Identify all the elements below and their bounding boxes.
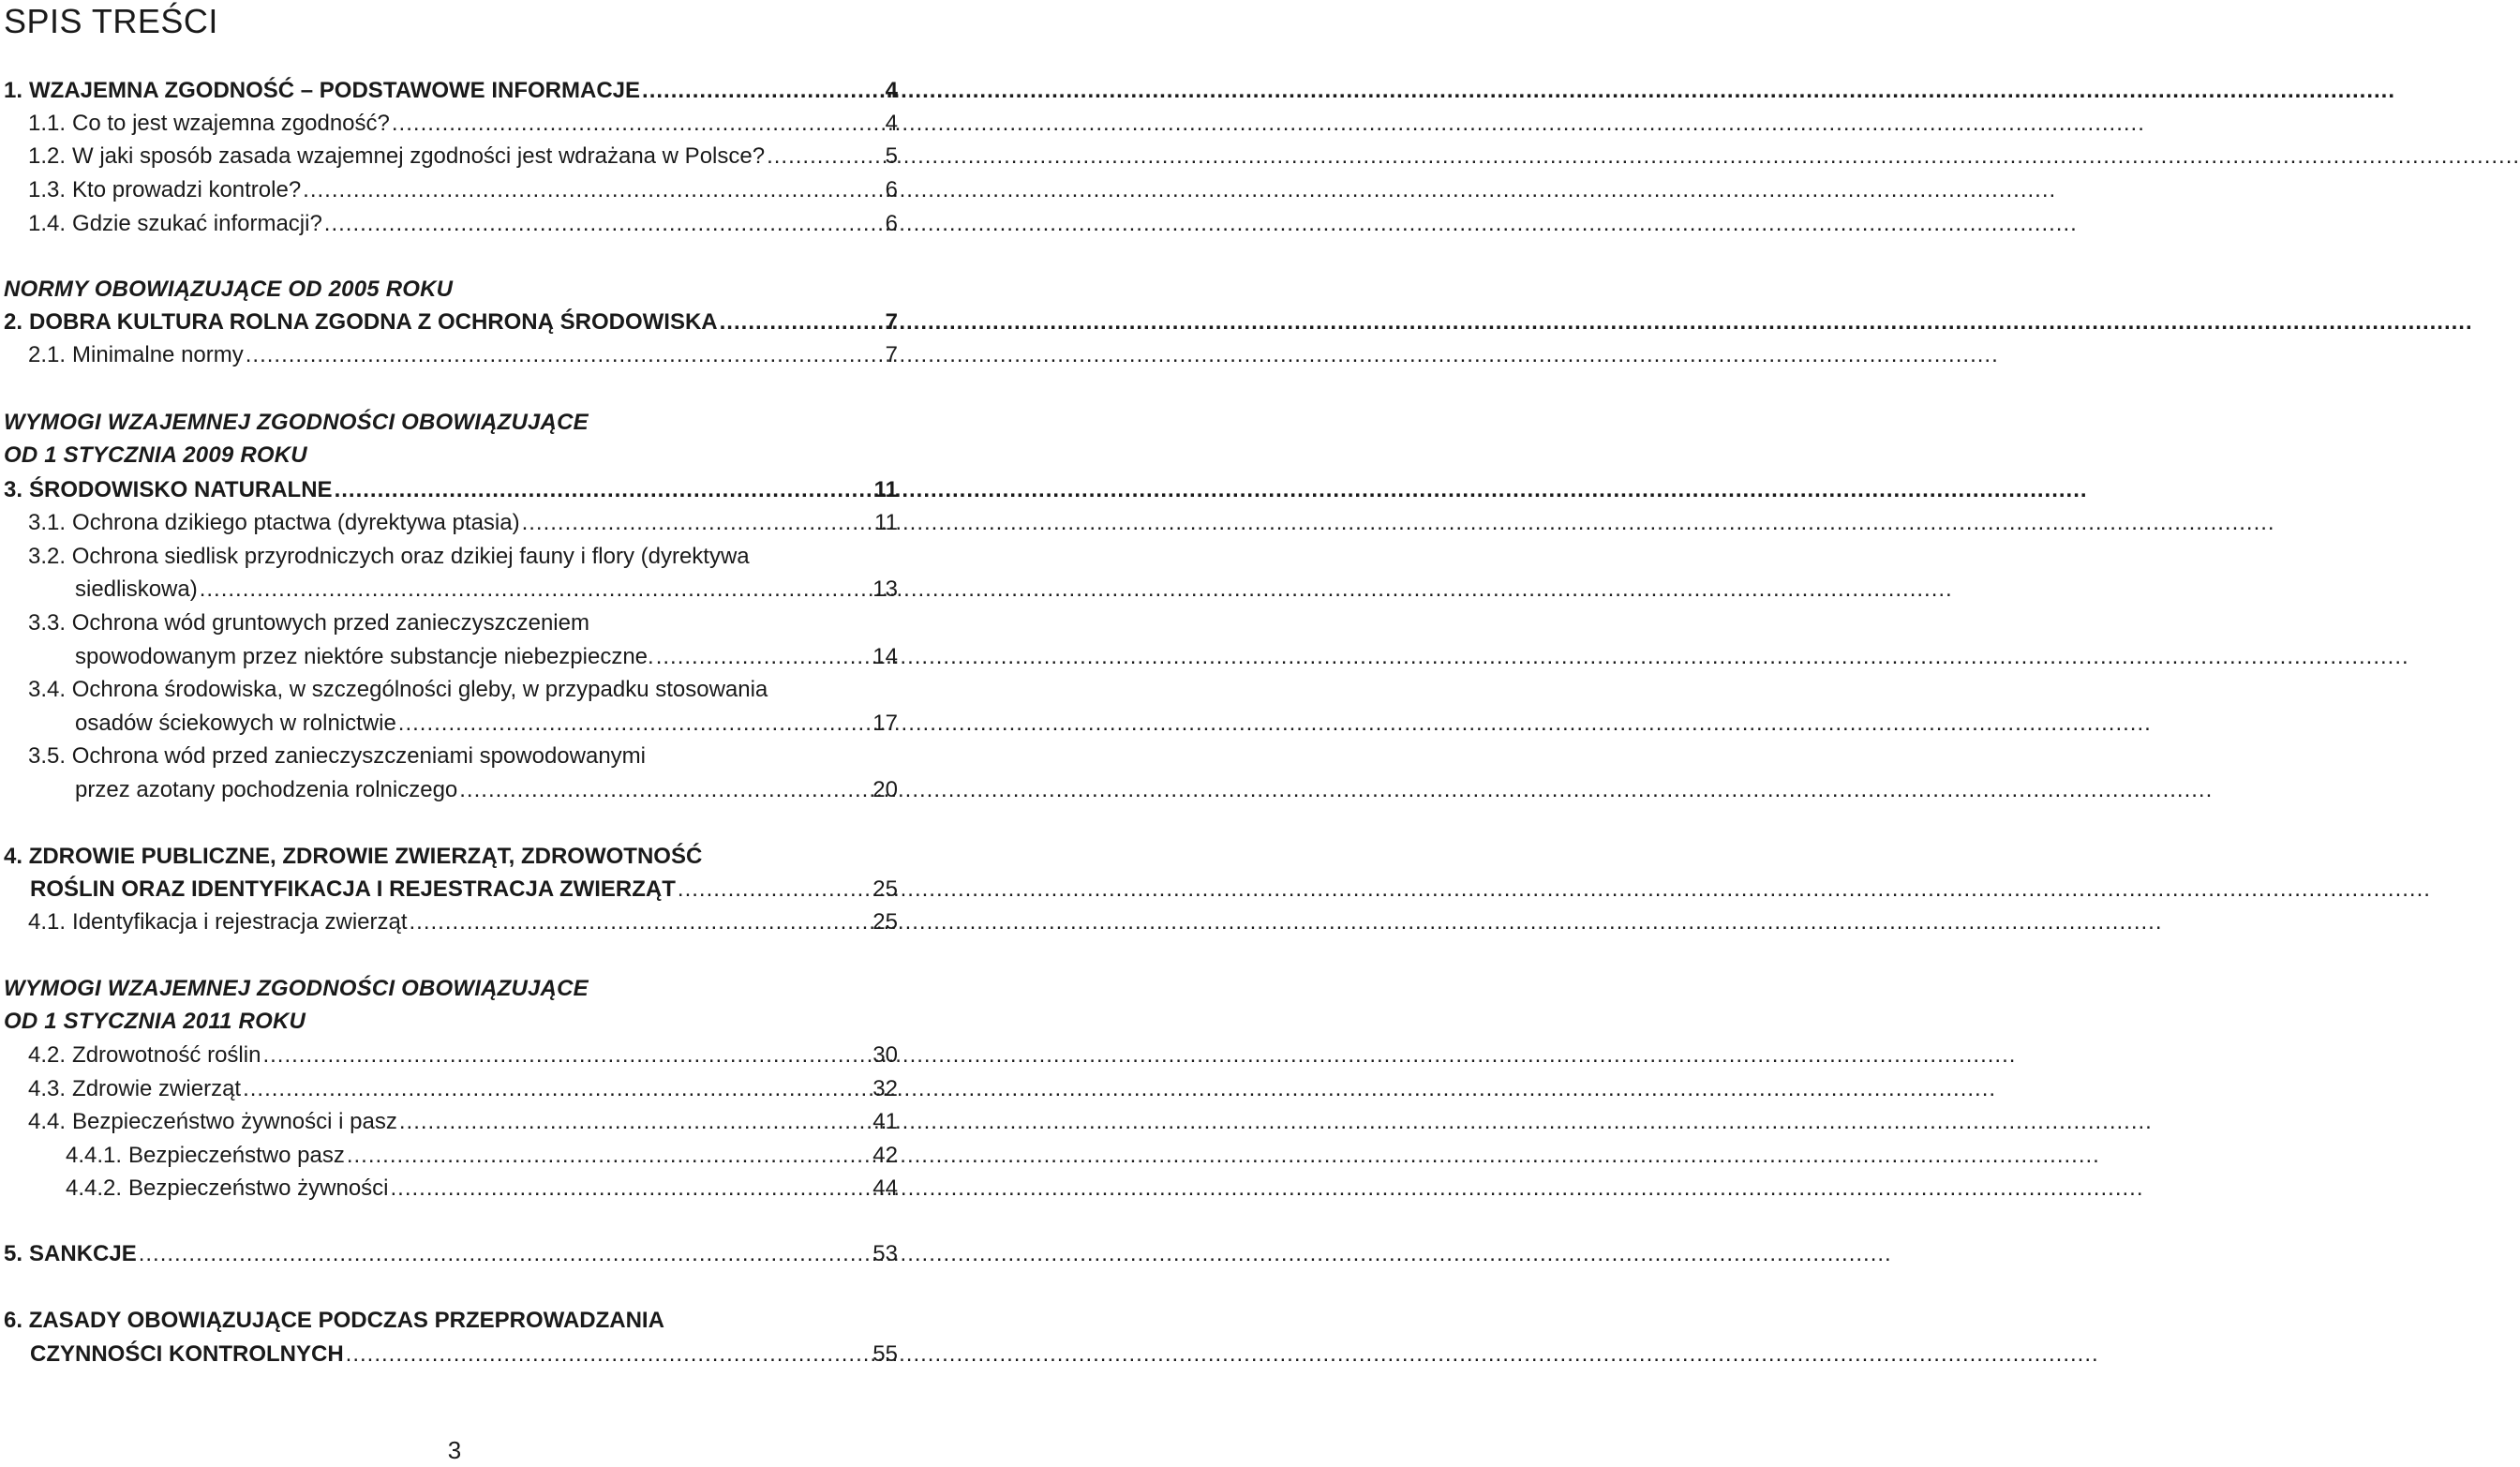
toc-entry-page: 11 [874,510,898,535]
dot-leader [246,339,884,371]
toc-entry-3-3[interactable] [75,641,900,673]
toc-entry-title: Co to jest wzajemna zgodność? [72,111,390,136]
toc-entry-4-3[interactable] [28,1073,900,1105]
toc-entry-title-cont: osadów ściekowych w rolnictwie [75,711,396,736]
toc-entry-title: ŚRODOWISKO NATURALNE [29,477,333,502]
toc-entry-title: Ochrona siedlisk przyrodniczych oraz dzikiej fauny i flory (dyrektywa [71,544,750,569]
toc-entry-3-4[interactable] [75,708,900,740]
dot-leader [720,307,884,338]
toc-entry-title: Ochrona dzikiego ptactwa (dyrektywa ptasia) [72,510,520,535]
toc-entry-page: 53 [872,1241,898,1266]
section-heading-2011-line2: OD 1 STYCZNIA 2011 ROKU [4,1009,306,1034]
toc-entry-3-2[interactable] [75,574,900,606]
section-heading-2009-line1: WYMOGI WZAJEMNEJ ZGODNOŚCI OBOWIĄZUJĄCE [4,410,589,435]
toc-entry-number: 3.4. [28,677,67,702]
toc-entry-number: 3. [4,477,23,502]
toc-entry-number: 2.1. [28,342,67,367]
section-heading-2009-line2: OD 1 STYCZNIA 2009 ROKU [4,442,307,468]
toc-entry-page: 25 [872,909,898,935]
toc-entry-title-cont: siedliskowa) [75,576,198,602]
dot-leader [399,1106,871,1138]
toc-entry-title: ZASADY OBOWIĄZUJĄCE PODCZAS PRZEPROWADZANIA [28,1308,664,1333]
toc-entry-3-5[interactable] [75,774,900,806]
dot-leader [392,108,884,140]
toc-entry-title-cont: spowodowanym przez niektóre substancje niebezpieczne. [75,644,654,669]
toc-entry-title-cont: przez azotany pochodzenia rolniczego [75,777,458,802]
dot-leader [139,1238,872,1270]
dot-leader [642,75,884,107]
toc-entry-title: SANKCJE [29,1241,137,1266]
toc-entry-4-line1[interactable] [4,841,702,873]
toc-entry-page: 30 [872,1042,898,1068]
dot-leader [767,141,884,172]
dot-leader [398,708,872,740]
toc-entry-title: ZDROWIE PUBLICZNE, ZDROWIE ZWIERZĄT, ZDROWOTNOŚĆ [28,844,703,869]
toc-entry-2[interactable] [4,307,900,338]
toc-entry-page: 42 [872,1143,898,1168]
toc-entry-number: 3.5. [28,743,67,769]
toc-entry-title: W jaki sposób zasada wzajemnej zgodności jest wdrażana w Polsce? [72,143,766,169]
toc-entry-1-3[interactable] [28,174,900,206]
toc-entry-number: 5. [4,1241,23,1266]
toc-entry-number: 3.1. [28,510,67,535]
dot-leader [346,1339,872,1370]
toc-entry-number: 4.4. [28,1109,67,1134]
dot-leader [324,208,884,240]
dot-leader [391,1173,872,1205]
toc-entry-3-3-line1[interactable] [28,607,589,639]
toc-entry-title: Ochrona wód przed zanieczyszczeniami spowodowanymi [71,743,646,769]
toc-entry-page: 32 [872,1076,898,1101]
toc-entry-6-line1[interactable] [4,1305,664,1337]
toc-entry-6[interactable] [30,1339,900,1370]
toc-entry-number: 4.4.1. [66,1143,123,1168]
toc-entry-number: 1.4. [28,211,67,236]
toc-entry-number: 1.1. [28,111,67,136]
toc-entry-number: 4. [4,844,23,869]
table-of-contents [0,0,900,1467]
toc-entry-3[interactable] [4,474,900,506]
dot-leader [347,1140,871,1172]
toc-entry-number: 3.3. [28,610,67,636]
toc-entry-page: 6 [885,177,898,202]
dot-leader [410,906,872,938]
toc-entry-1-4[interactable] [28,208,900,240]
toc-entry-title: DOBRA KULTURA ROLNA ZGODNA Z OCHRONĄ ŚRODOWISKA [29,309,718,335]
page-number: 3 [447,1436,462,1464]
toc-entry-page: 7 [885,342,898,367]
toc-entry-page: 41 [872,1109,898,1134]
toc-entry-title: Bezpieczeństwo żywności i pasz [72,1109,397,1134]
toc-entry-page: 44 [872,1175,898,1201]
toc-entry-number: 4.2. [28,1042,67,1068]
toc-entry-4-1[interactable] [28,906,900,938]
toc-entry-page: 4 [885,111,898,136]
toc-entry-3-4-line1[interactable] [28,674,768,706]
toc-entry-page: 7 [885,309,898,335]
section-heading-2005: NORMY OBOWIĄZUJĄCE OD 2005 ROKU [4,277,454,302]
toc-entry-title: Bezpieczeństwo pasz [128,1143,345,1168]
toc-entry-title: Gdzie szukać informacji? [72,211,322,236]
toc-entry-page: 14 [872,644,898,669]
toc-entry-4[interactable] [30,874,900,906]
dot-leader [262,1040,871,1071]
toc-entry-title: Ochrona środowiska, w szczególności gleby, w przypadku stosowania [71,677,768,702]
toc-entry-number: 1.3. [28,177,67,202]
toc-entry-page: 4 [885,78,898,103]
dot-leader [459,774,871,806]
toc-entry-1-1[interactable] [28,108,900,140]
toc-entry-number: 1.2. [28,143,67,169]
toc-entry-4-4-2[interactable] [66,1173,900,1205]
toc-entry-page: 13 [872,576,898,602]
toc-entry-page: 20 [872,777,898,802]
toc-entry-title: Minimalne normy [72,342,244,367]
toc-entry-title: Identyfikacja i rejestracja zwierząt [72,909,408,935]
toc-entry-page: 17 [872,711,898,736]
toc-entry-4-4-1[interactable] [66,1140,900,1172]
toc-entry-title: Kto prowadzi kontrole? [72,177,302,202]
toc-entry-number: 1. [4,78,23,103]
dot-leader [200,574,872,606]
toc-entry-number: 4.4.2. [66,1175,123,1201]
dot-leader [678,874,871,906]
toc-entry-title: Zdrowotność roślin [72,1042,261,1068]
toc-entry-2-1[interactable] [28,339,900,371]
toc-entry-number: 2. [4,309,23,335]
toc-entry-page: 6 [885,211,898,236]
toc-entry-page: 55 [872,1341,898,1367]
toc-entry-title: Ochrona wód gruntowych przed zanieczyszczeniem [71,610,589,636]
page-title: SPIS TREŚCI [4,2,218,40]
toc-entry-4-4[interactable] [28,1106,900,1138]
dot-leader [335,474,872,506]
toc-entry-3-2-line1[interactable] [28,541,750,573]
toc-entry-number: 4.1. [28,909,67,935]
toc-entry-4-2[interactable] [28,1040,900,1071]
toc-entry-number: 4.3. [28,1076,67,1101]
toc-entry-title-cont: ROŚLIN ORAZ IDENTYFIKACJA I REJESTRACJA ZWIERZĄT [30,876,676,902]
toc-entry-title: WZAJEMNA ZGODNOŚĆ – PODSTAWOWE INFORMACJE [29,78,641,103]
toc-entry-title: Bezpieczeństwo żywności [128,1175,389,1201]
toc-entry-3-1[interactable] [28,507,900,539]
toc-entry-title: Zdrowie zwierząt [72,1076,242,1101]
toc-entry-1-2[interactable] [28,141,900,172]
toc-entry-5[interactable] [4,1238,900,1270]
toc-entry-page: 5 [885,143,898,169]
dot-leader [243,1073,871,1105]
toc-entry-1[interactable] [4,75,900,107]
dot-leader [522,507,872,539]
toc-entry-page: 25 [872,876,898,902]
toc-entry-page: 11 [873,477,898,502]
dot-leader [656,641,872,673]
dot-leader [303,174,883,206]
toc-entry-title-cont: CZYNNOŚCI KONTROLNYCH [30,1341,344,1367]
toc-entry-number: 3.2. [28,544,67,569]
toc-entry-3-5-line1[interactable] [28,741,646,772]
section-heading-2011-line1: WYMOGI WZAJEMNEJ ZGODNOŚCI OBOWIĄZUJĄCE [4,976,589,1001]
toc-entry-number: 6. [4,1308,23,1333]
